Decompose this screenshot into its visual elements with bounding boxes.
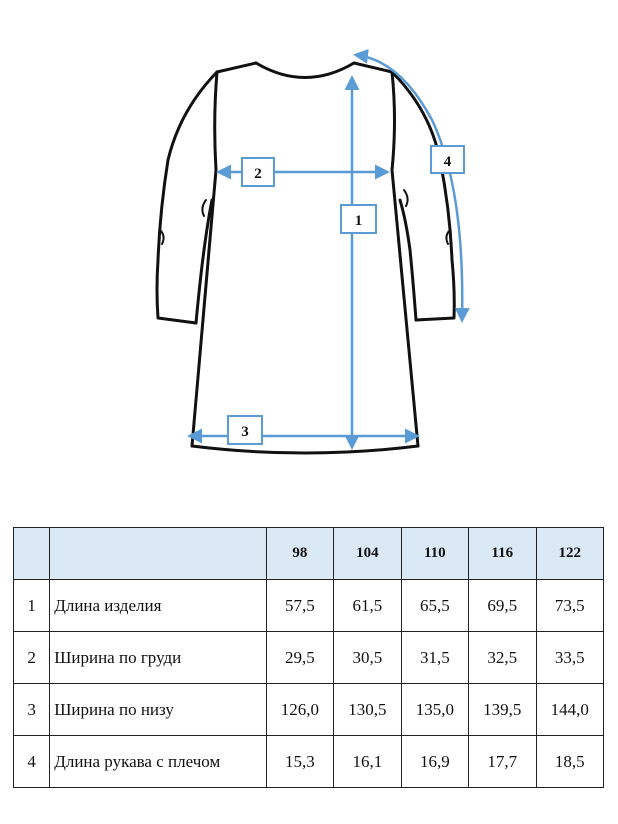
measure-value: 144,0 (536, 684, 604, 736)
measure-name: Длина рукава с плечом (50, 736, 266, 788)
measure-value: 126,0 (266, 684, 333, 736)
header-empty-name (50, 528, 266, 580)
measure-value: 30,5 (334, 632, 401, 684)
measure-value: 16,1 (334, 736, 401, 788)
measure-value: 130,5 (334, 684, 401, 736)
size-header: 98 (266, 528, 333, 580)
size-header: 122 (536, 528, 604, 580)
measure-name: Длина изделия (50, 580, 266, 632)
table-row (14, 736, 604, 788)
measure-value: 139,5 (469, 684, 536, 736)
measure-value: 15,3 (266, 736, 333, 788)
dress-outline (157, 63, 454, 453)
measure-value: 57,5 (266, 580, 333, 632)
size-header-row (14, 528, 604, 580)
measure-value: 32,5 (469, 632, 536, 684)
label-3 (228, 416, 262, 444)
table-row (14, 632, 604, 684)
size-header: 110 (401, 528, 468, 580)
label-1 (341, 205, 376, 233)
label-4 (431, 146, 464, 173)
size-header: 116 (469, 528, 536, 580)
label-4-text: 4 (443, 154, 452, 170)
label-3-text: 3 (241, 424, 249, 440)
measure-value: 16,9 (401, 736, 468, 788)
table-row (14, 580, 604, 632)
measure-value: 135,0 (401, 684, 468, 736)
measure-value: 33,5 (536, 632, 604, 684)
measure-value: 18,5 (536, 736, 604, 788)
size-header: 104 (334, 528, 401, 580)
measure-value: 65,5 (401, 580, 468, 632)
measure-arrows (190, 55, 462, 447)
label-1-text: 1 (354, 213, 363, 229)
table-row (14, 684, 604, 736)
row-number: 3 (14, 684, 50, 736)
measure-value: 73,5 (536, 580, 604, 632)
label-2 (242, 158, 274, 186)
header-empty-num (14, 528, 50, 580)
measure-value: 29,5 (266, 632, 333, 684)
measure-value: 17,7 (469, 736, 536, 788)
measure-value: 69,5 (469, 580, 536, 632)
size-table (13, 527, 604, 788)
measure-name: Ширина по груди (50, 632, 266, 684)
row-number: 2 (14, 632, 50, 684)
measure-value: 31,5 (401, 632, 468, 684)
measure-name: Ширина по низу (50, 684, 266, 736)
measure-value: 61,5 (334, 580, 401, 632)
row-number: 1 (14, 580, 50, 632)
label-2-text: 2 (254, 166, 262, 182)
row-number: 4 (14, 736, 50, 788)
